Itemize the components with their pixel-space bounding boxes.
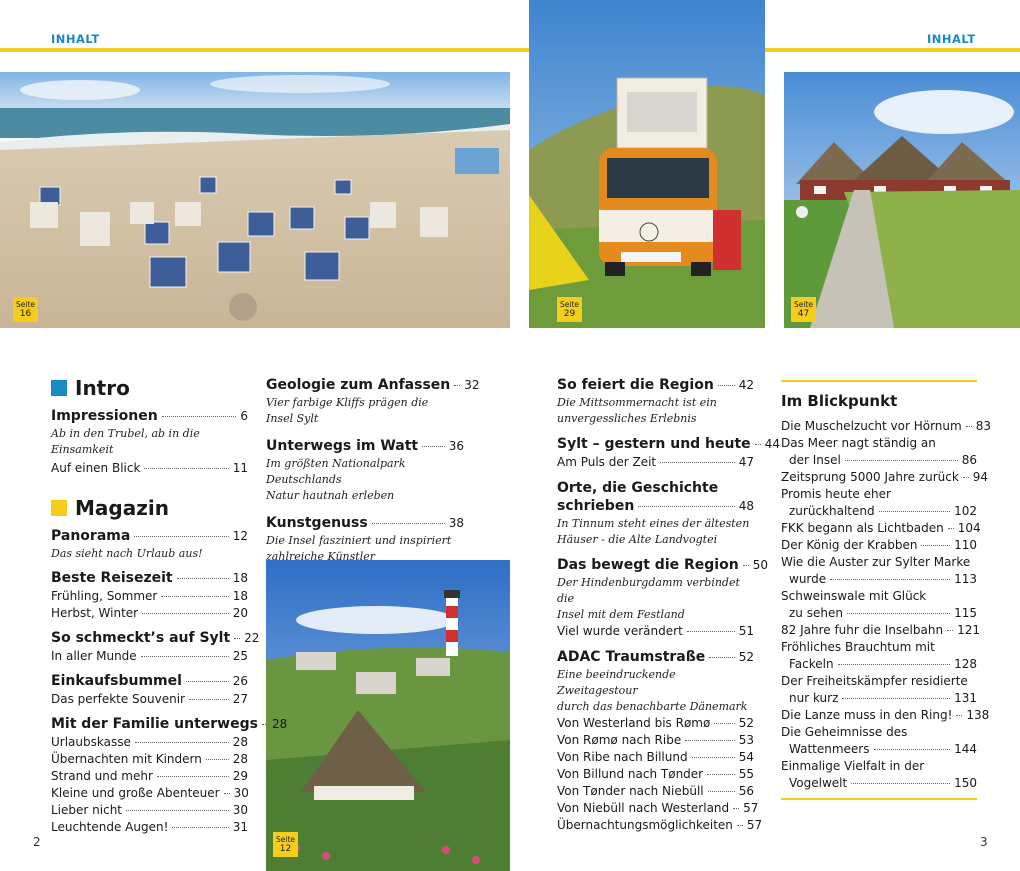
toc-subentry[interactable] xyxy=(557,454,754,471)
magazin-square-icon xyxy=(51,500,67,516)
header-left: INHALT xyxy=(51,32,100,46)
blickpunkt-item[interactable] xyxy=(781,673,977,707)
entry-page: 113 xyxy=(954,572,977,586)
blickpunkt-rule-top xyxy=(781,380,977,382)
blickpunkt-item[interactable] xyxy=(781,724,977,758)
entry-page: 20 xyxy=(232,606,248,620)
badge-page: 47 xyxy=(797,308,810,319)
entry-title: Die Lanze muss in den Ring! xyxy=(781,708,953,722)
entry-page: 18 xyxy=(232,589,248,603)
entry-title: 82 Jahre fuhr die Inselbahn xyxy=(781,623,944,637)
badge-page: 29 xyxy=(563,308,576,319)
page-number-left: 2 xyxy=(33,835,41,849)
entry-subtitle: Der Hindenburgdamm verbindet die xyxy=(557,576,740,605)
entry-title: Einkaufsbummel xyxy=(51,673,182,689)
badge-page: 16 xyxy=(19,308,32,319)
entry-title: So schmeckt’s auf Sylt xyxy=(51,630,231,646)
toc-column-4 xyxy=(781,380,991,800)
entry-title: Vogelwelt xyxy=(789,776,848,790)
toc-subentry[interactable] xyxy=(51,802,248,819)
entry-page: 110 xyxy=(954,538,977,552)
toc-entry[interactable] xyxy=(51,460,248,477)
entry-title: In aller Munde xyxy=(51,649,137,663)
entry-page: 36 xyxy=(448,439,464,453)
entry-page: 138 xyxy=(966,708,990,722)
entry-title: Strand und mehr xyxy=(51,769,153,783)
entry-title: Das perfekte Souvenir xyxy=(51,692,185,706)
entry-page: 131 xyxy=(954,691,977,705)
entry-title: Orte, die Geschichte xyxy=(557,480,719,496)
houses-photo xyxy=(784,72,1020,328)
entry-page: 28 xyxy=(232,752,248,766)
entry-page: 6 xyxy=(240,409,248,423)
page-badge xyxy=(791,297,816,322)
toc-entry[interactable] xyxy=(557,648,763,834)
entry-title: Panorama xyxy=(51,528,131,544)
entry-page: 128 xyxy=(954,657,977,671)
toc-entry[interactable] xyxy=(51,629,260,665)
toc-entry[interactable] xyxy=(557,435,780,471)
blickpunkt-title: Im Blickpunkt xyxy=(781,392,898,410)
toc-subentry[interactable] xyxy=(557,715,754,732)
toc-subentry[interactable] xyxy=(51,734,248,751)
blickpunkt-item[interactable] xyxy=(781,758,977,792)
page-badge xyxy=(273,832,298,857)
entry-title: Wie die Auster zur Sylter Marke xyxy=(781,555,971,569)
entry-page: 44 xyxy=(764,437,780,451)
entry-title: So feiert die Region xyxy=(557,377,714,393)
entry-title: Der Freiheitskämpfer residierte xyxy=(781,674,968,688)
entry-page: 57 xyxy=(746,818,763,832)
toc-entry[interactable] xyxy=(557,376,754,427)
entry-page: 27 xyxy=(232,692,248,706)
entry-title: Sylt – gestern und heute xyxy=(557,436,751,452)
entry-title: Das Meer nagt ständig an xyxy=(781,436,936,450)
entry-subtitle: Die Insel fasziniert und inspiriert xyxy=(266,534,452,547)
entry-page: 26 xyxy=(232,674,248,688)
entry-subtitle: Im größten Nationalpark Deutschlands xyxy=(266,457,406,486)
entry-page: 52 xyxy=(738,716,754,730)
toc-subentry[interactable] xyxy=(51,605,248,622)
toc-column-3 xyxy=(557,376,780,841)
entry-page: 42 xyxy=(738,378,754,392)
blickpunkt-item[interactable] xyxy=(781,520,981,537)
entry-title: Fröhliches Brauchtum mit xyxy=(781,640,935,654)
entry-title: Kunstgenuss xyxy=(266,515,368,531)
entry-page: 12 xyxy=(232,529,248,543)
entry-title: Leuchtende Augen! xyxy=(51,820,169,834)
entry-title: nur kurz xyxy=(789,691,839,705)
entry-subtitle: Häuser - die Alte Landvogtei xyxy=(557,533,718,546)
entry-page: 121 xyxy=(957,623,980,637)
entry-page: 144 xyxy=(954,742,977,756)
entry-page: 86 xyxy=(961,453,977,467)
entry-page: 11 xyxy=(232,461,248,475)
entry-page: 57 xyxy=(743,801,759,815)
entry-title: Mit der Familie unterwegs xyxy=(51,716,258,732)
toc-subentry[interactable] xyxy=(51,768,248,785)
toc-subentry[interactable] xyxy=(557,817,763,834)
intro-square-icon xyxy=(51,380,67,396)
entry-title: Wattenmeers xyxy=(789,742,870,756)
entry-page: 18 xyxy=(232,571,248,585)
entry-title: Übernachtungsmöglichkeiten xyxy=(557,818,733,832)
blickpunkt-item[interactable] xyxy=(781,435,977,469)
entry-title: zurückhaltend xyxy=(789,504,875,518)
entry-page: 56 xyxy=(738,784,754,798)
toc-subentry[interactable] xyxy=(557,800,759,817)
page-badge xyxy=(13,297,38,322)
badge-label: Seite xyxy=(15,300,35,309)
toc-entry[interactable] xyxy=(51,527,248,562)
entry-subtitle: Vier farbige Kliffs prägen die xyxy=(266,396,429,409)
blickpunkt-item[interactable] xyxy=(781,707,990,724)
lighthouse-photo xyxy=(266,560,510,871)
entry-subtitle: zahlreiche Künstler xyxy=(266,550,375,563)
entry-page: 52 xyxy=(738,650,754,664)
section-title: Intro xyxy=(75,376,130,400)
entry-subtitle: Die Mittsommernacht ist ein xyxy=(557,396,717,409)
toc-subentry[interactable] xyxy=(51,691,248,708)
entry-page: 38 xyxy=(448,516,464,530)
entry-title: ADAC Traumstraße xyxy=(557,649,706,665)
toc-entry[interactable] xyxy=(266,376,480,427)
entry-subtitle: Natur hautnah erleben xyxy=(266,489,395,502)
entry-page: 50 xyxy=(752,558,768,572)
entry-title: Herbst, Winter xyxy=(51,606,139,620)
header-rule-left xyxy=(0,48,529,52)
entry-page: 48 xyxy=(738,499,754,513)
blickpunkt-item[interactable] xyxy=(781,537,977,554)
entry-page: 54 xyxy=(738,750,754,764)
toc-entry[interactable] xyxy=(51,569,248,622)
toc-subentry[interactable] xyxy=(51,819,248,836)
toc-entry[interactable] xyxy=(51,715,288,836)
blickpunkt-item[interactable] xyxy=(781,622,980,639)
entry-page: 32 xyxy=(464,378,480,392)
entry-title: Unterwegs im Watt xyxy=(266,438,419,454)
entry-page: 25 xyxy=(232,649,248,663)
toc-entry[interactable] xyxy=(266,437,464,504)
header-right: INHALT xyxy=(927,32,976,46)
entry-title: Beste Reisezeit xyxy=(51,570,173,586)
entry-title: Kleine und große Abenteuer xyxy=(51,786,220,800)
page-number-right: 3 xyxy=(980,835,988,849)
entry-page: 102 xyxy=(954,504,977,518)
entry-page: 150 xyxy=(954,776,977,790)
toc-entry[interactable] xyxy=(557,556,768,640)
entry-page: 31 xyxy=(232,820,248,834)
entry-title: Von Niebüll nach Westerland xyxy=(557,801,730,815)
toc-entry[interactable] xyxy=(557,479,754,548)
entry-title: Der König der Krabben xyxy=(781,538,918,552)
entry-title: Lieber nicht xyxy=(51,803,122,817)
entry-title: Die Geheimnisse des xyxy=(781,725,908,739)
section-magazin xyxy=(51,495,248,521)
entry-subtitle: Ab in den Trubel, ab in die Einsamkeit xyxy=(51,427,200,456)
entry-page: 28 xyxy=(232,735,248,749)
entry-subtitle: durch das benachbarte Dänemark xyxy=(557,700,748,713)
entry-title: der Insel xyxy=(789,453,841,467)
toc-subentry[interactable] xyxy=(51,751,248,768)
entry-page: 83 xyxy=(975,419,991,433)
entry-subtitle: In Tinnum steht eines der ältesten xyxy=(557,517,750,530)
entry-subtitle: unvergessliches Erlebnis xyxy=(557,412,697,425)
toc-entry[interactable] xyxy=(266,514,464,565)
entry-title: Frühling, Sommer xyxy=(51,589,158,603)
toc-subentry[interactable] xyxy=(557,623,754,640)
entry-subtitle: Eine beeindruckende Zweitagestour xyxy=(557,668,676,697)
van-photo xyxy=(529,0,765,328)
toc-subentry[interactable] xyxy=(51,588,248,605)
entry-page: 94 xyxy=(972,470,989,484)
entry-subtitle: Insel Sylt xyxy=(266,412,319,425)
entry-title: Impressionen xyxy=(51,408,158,424)
toc-subentry[interactable] xyxy=(51,785,248,802)
entry-page: 47 xyxy=(738,455,754,469)
entry-page: 29 xyxy=(232,769,248,783)
entry-title: schrieben xyxy=(557,498,635,514)
entry-subtitle: Das sieht nach Urlaub aus! xyxy=(51,547,203,560)
entry-title: zu sehen xyxy=(789,606,843,620)
entry-title: Am Puls der Zeit xyxy=(557,455,657,469)
entry-title: Geologie zum Anfassen xyxy=(266,377,451,393)
entry-title: Auf einen Blick xyxy=(51,461,141,475)
badge-label: Seite xyxy=(559,300,579,309)
toc-subentry[interactable] xyxy=(557,766,754,783)
section-intro xyxy=(51,375,248,401)
blickpunkt-item[interactable] xyxy=(781,639,977,673)
entry-page: 22 xyxy=(244,631,260,645)
toc-subentry[interactable] xyxy=(51,648,248,665)
entry-title: Von Rømø nach Ribe xyxy=(557,733,682,747)
entry-title: Fackeln xyxy=(789,657,834,671)
entry-title: Von Tønder nach Niebüll xyxy=(557,784,704,798)
blickpunkt-rule-bottom xyxy=(781,798,977,800)
entry-title: Das bewegt die Region xyxy=(557,557,739,573)
blickpunkt-item[interactable] xyxy=(781,486,977,520)
entry-title: Die Muschelzucht vor Hörnum xyxy=(781,419,962,433)
entry-title: Zeitsprung 5000 Jahre zurück xyxy=(781,470,959,484)
badge-page: 12 xyxy=(279,843,292,854)
toc-column-2 xyxy=(266,376,480,572)
entry-page: 115 xyxy=(954,606,977,620)
entry-page: 104 xyxy=(957,521,981,535)
entry-title: Einmalige Vielfalt in der xyxy=(781,759,925,773)
page-badge xyxy=(557,297,582,322)
entry-title: Von Billund nach Tønder xyxy=(557,767,704,781)
toc-subentry[interactable] xyxy=(557,783,754,800)
entry-page: 30 xyxy=(232,803,248,817)
entry-title: FKK begann als Lichtbaden xyxy=(781,521,944,535)
entry-subtitle: Insel mit dem Festland xyxy=(557,608,685,621)
entry-page: 28 xyxy=(271,717,288,731)
toc-entry[interactable] xyxy=(51,672,248,708)
blickpunkt-item[interactable] xyxy=(781,469,989,486)
entry-title: Promis heute eher xyxy=(781,487,891,501)
beach-photo xyxy=(0,72,510,328)
entry-page: 55 xyxy=(738,767,754,781)
entry-title: Urlaubskasse xyxy=(51,735,131,749)
entry-title: Von Westerland bis Rømø xyxy=(557,716,711,730)
toc-subentry[interactable] xyxy=(557,732,754,749)
entry-title: wurde xyxy=(789,572,827,586)
blickpunkt-item[interactable] xyxy=(781,418,991,435)
blickpunkt-item[interactable] xyxy=(781,588,977,622)
blickpunkt-list xyxy=(781,418,991,792)
entry-title: Viel wurde verändert xyxy=(557,624,683,638)
entry-page: 30 xyxy=(233,786,249,800)
badge-label: Seite xyxy=(275,835,295,844)
entry-title: Übernachten mit Kindern xyxy=(51,752,202,766)
entry-page: 53 xyxy=(738,733,754,747)
blickpunkt-item[interactable] xyxy=(781,554,977,588)
section-title: Magazin xyxy=(75,496,169,520)
badge-label: Seite xyxy=(793,300,813,309)
header-rule-right xyxy=(765,48,1020,52)
entry-title: Schweinswale mit Glück xyxy=(781,589,927,603)
toc-subentry[interactable] xyxy=(557,749,754,766)
toc-entry[interactable] xyxy=(51,407,248,458)
entry-page: 51 xyxy=(738,624,754,638)
entry-title: Von Ribe nach Billund xyxy=(557,750,688,764)
